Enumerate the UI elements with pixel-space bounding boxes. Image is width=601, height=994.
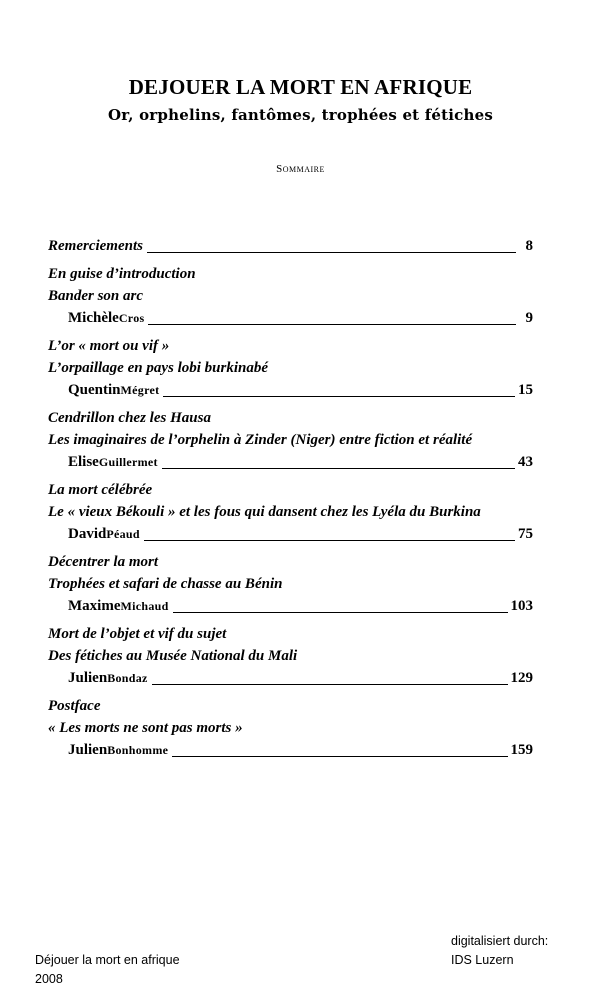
table-of-contents	[48, 235, 533, 767]
chapter-title: « Les morts ne sont pas morts »	[48, 720, 243, 736]
chapter-heading: Postface	[48, 698, 101, 714]
leader-rule	[144, 540, 515, 541]
author-row	[48, 307, 533, 329]
toc-entry-4	[48, 479, 533, 545]
chapter-heading: L’or « mort ou vif »	[48, 338, 170, 354]
toc-entry-remerciements	[48, 235, 533, 257]
chapter-title: Trophées et safari de chasse au Bénin	[48, 576, 283, 592]
author-row	[48, 667, 533, 689]
author-row	[48, 523, 533, 545]
chapter-title: Le « vieux Békouli » et les fous qui dansent chez les Lyéla du Burkina	[48, 504, 481, 520]
leader-rule	[163, 396, 515, 397]
author-row	[48, 379, 533, 401]
toc-entry-2	[48, 335, 533, 401]
author-row	[48, 595, 533, 617]
toc-entry-3	[48, 407, 533, 473]
leader-rule	[173, 612, 508, 613]
page-number: 9	[525, 310, 533, 326]
chapter-title: L’orpaillage en pays lobi burkinabé	[48, 360, 269, 376]
author-surname: Péaud	[106, 527, 140, 541]
page-number: 103	[510, 598, 533, 614]
chapter-title: Des fétiches au Musée National du Mali	[48, 648, 298, 664]
chapter-title: Bander son arc	[48, 288, 144, 304]
leader-rule	[152, 684, 508, 685]
author-surname: Mégret	[120, 383, 160, 397]
footer-digitizer: IDS Luzern	[451, 953, 514, 967]
toc-label: Remerciements	[48, 238, 143, 254]
chapter-heading: Mort de l’objet et vif du sujet	[48, 626, 227, 642]
author-row	[48, 739, 533, 761]
page-title: DEJOUER LA MORT EN AFRIQUE	[128, 75, 473, 99]
leader-rule	[148, 324, 516, 325]
toc-entry-5	[48, 551, 533, 617]
footer-book-title: Déjouer la mort en afrique	[35, 953, 180, 967]
page-subtitle: Or, orphelins, fantômes, trophées et fétiches	[107, 106, 493, 124]
footer-digitized	[451, 932, 548, 970]
footer-book-info	[35, 951, 180, 989]
author-firstname: Maxime	[68, 598, 121, 614]
author-firstname: Julien	[68, 742, 108, 758]
page-number: 159	[510, 742, 533, 758]
author-firstname: David	[68, 526, 107, 542]
footer-digitized-label: digitalisiert durch:	[451, 934, 549, 948]
chapter-heading: En guise d’introduction	[48, 266, 196, 282]
author-surname: Cros	[118, 311, 145, 325]
footer-year: 2008	[35, 972, 63, 986]
author-surname: Guillermet	[98, 455, 158, 469]
toc-entry-7	[48, 695, 533, 761]
author-surname: Michaud	[120, 599, 169, 613]
page-number: 15	[518, 382, 533, 398]
toc-row	[48, 235, 533, 257]
author-surname: Bondaz	[107, 671, 148, 685]
chapter-title: Les imaginaires de l’orphelin à Zinder (Niger) entre fiction et réalité	[48, 432, 473, 448]
chapter-heading: La mort célébrée	[48, 482, 153, 498]
author-row	[48, 451, 533, 473]
author-firstname: Michèle	[68, 310, 119, 326]
page-number: 8	[525, 238, 533, 254]
page-number: 75	[518, 526, 533, 542]
leader-rule	[147, 252, 516, 253]
chapter-heading: Décentrer la mort	[48, 554, 158, 570]
page-number: 129	[510, 670, 533, 686]
sommaire-heading: Sommaire	[276, 163, 325, 175]
leader-rule	[162, 468, 515, 469]
chapter-heading: Cendrillon chez les Hausa	[48, 410, 211, 426]
toc-entry-6	[48, 623, 533, 689]
author-firstname: Quentin	[68, 382, 121, 398]
leader-rule	[172, 756, 507, 757]
author-firstname: Julien	[68, 670, 108, 686]
author-surname: Bonhomme	[107, 743, 169, 757]
toc-entry-1	[48, 263, 533, 329]
author-firstname: Elise	[68, 454, 99, 470]
page-number: 43	[518, 454, 533, 470]
